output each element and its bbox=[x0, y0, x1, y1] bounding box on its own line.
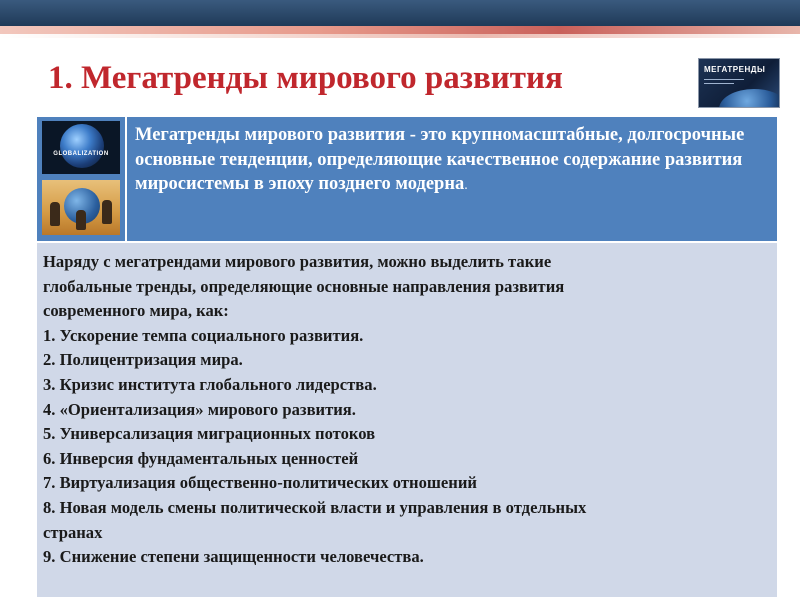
trends-row bbox=[37, 243, 777, 597]
definition-text bbox=[135, 123, 771, 199]
intro-line: глобальные тренды, определяющие основные направления развития bbox=[43, 276, 565, 296]
earth-figures-image bbox=[42, 180, 120, 235]
globe-icon bbox=[60, 124, 104, 168]
globe-label: GLOBALIZATION bbox=[53, 151, 109, 157]
top-bar bbox=[0, 0, 800, 26]
intro-line: Наряду с мегатрендами мирового развития, можно выделить такие bbox=[43, 252, 552, 271]
top-accent-stripe bbox=[0, 26, 800, 34]
definition-period: . bbox=[464, 178, 468, 193]
trend-item: 5. Универсализация миграционных потоков bbox=[43, 424, 376, 444]
trend-item: 3. Кризис института глобального лидерства. bbox=[43, 374, 377, 394]
definition-row bbox=[37, 117, 777, 241]
book-title: МЕГАТРЕНДЫ bbox=[704, 65, 766, 74]
trend-item: 8. Новая модель смены политической власти и управления в отдельных bbox=[43, 497, 587, 517]
page-title: 1. Мегатренды мирового развития bbox=[48, 60, 563, 96]
book-cover-image bbox=[698, 58, 780, 108]
book-globe-graphic bbox=[719, 89, 780, 108]
book-text-line bbox=[704, 79, 744, 80]
person-figure-icon bbox=[102, 200, 112, 224]
trend-item: 7. Виртуализация общественно-политических отношений bbox=[43, 473, 477, 493]
image-column bbox=[37, 117, 127, 241]
trend-item: странах bbox=[43, 522, 103, 542]
globalization-image bbox=[42, 121, 120, 174]
top-accent-line bbox=[0, 34, 800, 38]
intro-line: современного мира, как: bbox=[43, 301, 229, 321]
trend-item: 1. Ускорение темпа социального развития. bbox=[43, 325, 364, 345]
trend-item: 4. «Ориентализация» мирового развития. bbox=[43, 399, 356, 419]
person-figure-icon bbox=[50, 202, 60, 226]
book-text-line bbox=[704, 83, 734, 84]
trends-text bbox=[43, 250, 773, 570]
definition-body: Мегатренды мирового развития - это крупномасштабные, долгосрочные основные тенденции, определяющие качественное содержание развития миросистемы в эпоху позднего модерна bbox=[135, 125, 745, 194]
content-table bbox=[36, 116, 778, 598]
trend-item: 2. Полицентризация мира. bbox=[43, 350, 243, 370]
trend-item: 6. Инверсия фундаментальных ценностей bbox=[43, 448, 359, 468]
trend-item: 9. Снижение степени защищенности человечества. bbox=[43, 547, 424, 567]
person-figure-icon bbox=[76, 210, 86, 230]
